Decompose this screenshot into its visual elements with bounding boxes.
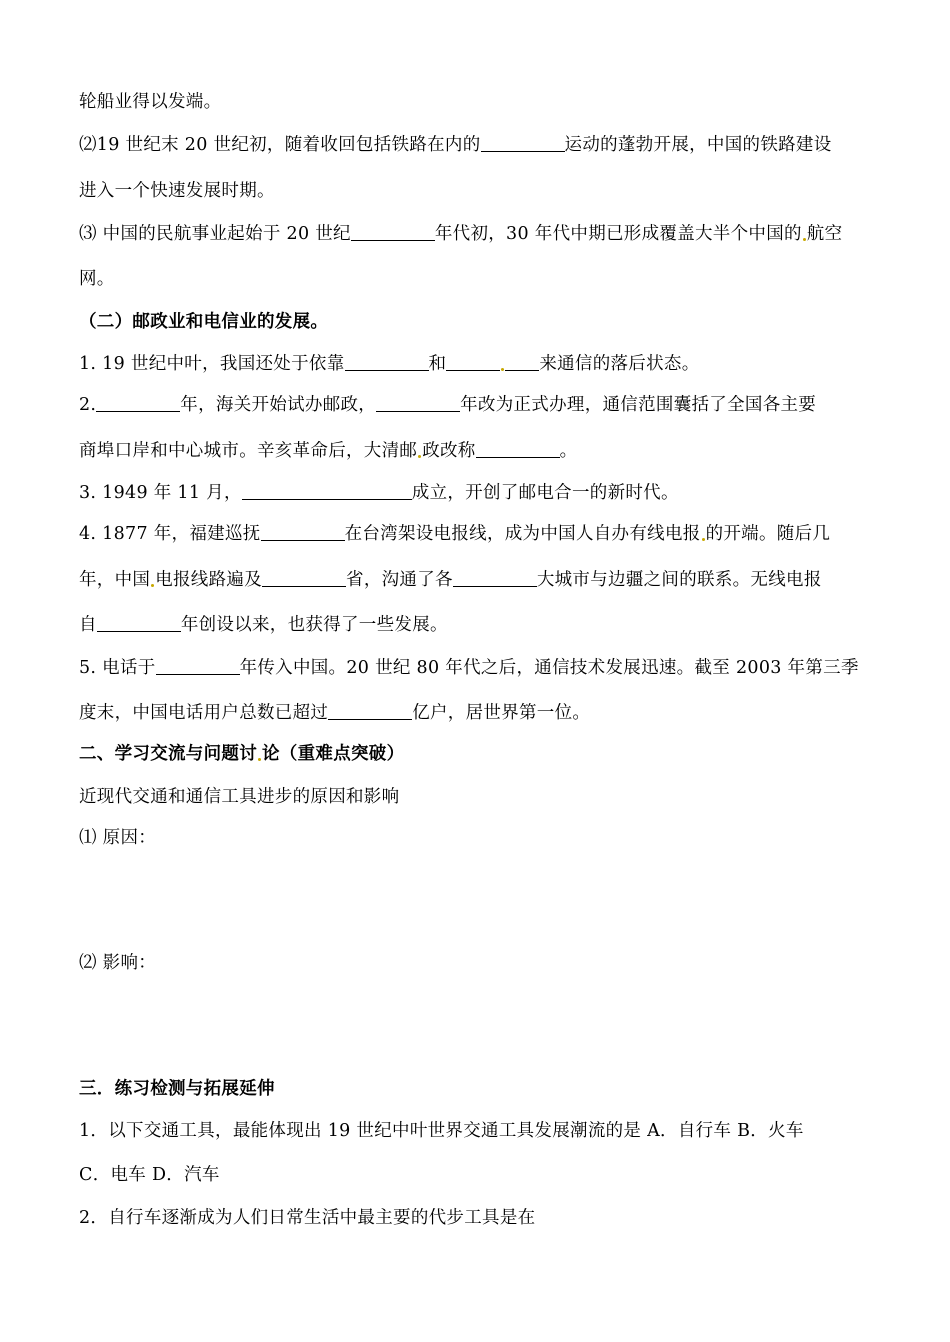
text-fragment: 1．以下交通工具，最能体现出 19 世纪中叶世界交通工具发展潮流的是 A．自行车 B．火车 — [79, 1121, 804, 1141]
text-line — [79, 133, 879, 157]
heading-text: 三．练习检测与拓展延伸 — [79, 1079, 275, 1099]
question-2 — [79, 393, 879, 417]
text-fragment: 年创设以来，也获得了一些发展。 — [180, 615, 448, 635]
text-line — [79, 701, 879, 725]
heading-text: （二）邮政业和电信业的发展。 — [79, 312, 329, 332]
text-fragment: 4. 1877 年，福建巡抚 — [79, 524, 261, 544]
marker-dot-icon — [501, 368, 504, 371]
fill-blank[interactable] — [476, 439, 560, 458]
text-fragment: 2．自行车逐渐成为人们日常生活中最主要的代步工具是在 — [79, 1208, 536, 1228]
text-fragment: 5. 电话于 — [79, 658, 156, 678]
text-line — [79, 90, 879, 114]
text-line — [79, 439, 879, 463]
section-heading — [79, 310, 879, 334]
text-fragment: 网。 — [79, 269, 115, 289]
fill-blank[interactable] — [156, 656, 240, 675]
text-fragment: 年，中国 — [79, 570, 151, 590]
fill-blank[interactable] — [345, 352, 429, 371]
text-fragment: 度末，中国电话用户总数已超过 — [79, 703, 329, 723]
text-line — [79, 267, 879, 291]
marker-dot-icon — [151, 584, 154, 587]
text-fragment: 年，海关开始试办邮政， — [180, 395, 377, 415]
text-fragment: 1. 19 世纪中叶，我国还处于依靠 — [79, 354, 345, 374]
text-line — [79, 1163, 879, 1187]
marker-dot-icon — [418, 455, 421, 458]
text-fragment: 亿户，居世界第一位。 — [412, 703, 591, 723]
text-line — [79, 179, 879, 203]
text-fragment: 电报线路遍及 — [155, 570, 263, 590]
question-3 — [79, 481, 879, 505]
text-fragment: ⑴ 原因： — [79, 828, 157, 848]
text-fragment: 近现代交通和通信工具进步的原因和影响 — [79, 787, 400, 807]
text-fragment: C．电车 D．汽车 — [79, 1165, 220, 1185]
fill-blank[interactable] — [328, 701, 412, 720]
text-fragment: 进入一个快速发展时期。 — [79, 181, 275, 201]
text-fragment: 商埠口岸和中心城市。辛亥革命后，大清邮 — [79, 441, 418, 461]
text-fragment: 年改为正式办理，通信范围囊括了全国各主要 — [460, 395, 817, 415]
exercise-1 — [79, 1119, 879, 1143]
text-fragment: 运动的蓬勃开展，中国的铁路建设 — [564, 135, 832, 155]
text-fragment: 省，沟通了各 — [346, 570, 453, 590]
text-fragment: 大城市与边疆之间的联系。无线电报 — [536, 570, 822, 590]
text-fragment: 。 — [559, 441, 578, 461]
text-fragment: 2. — [79, 395, 97, 415]
section-heading — [79, 1077, 879, 1101]
text-fragment: 来通信的落后状态。 — [539, 354, 700, 374]
text-fragment: 成立，开创了邮电合一的新时代。 — [411, 483, 679, 503]
fill-blank[interactable] — [96, 393, 180, 412]
fill-blank[interactable] — [351, 222, 435, 241]
text-fragment: 和 — [428, 354, 447, 374]
question-1 — [79, 352, 879, 376]
heading-text: 论（重难点突破） — [262, 744, 405, 764]
answer-label-cause — [79, 826, 879, 850]
text-line — [79, 613, 879, 637]
fill-blank[interactable] — [262, 568, 346, 587]
text-fragment: 轮船业得以发端。 — [79, 92, 222, 112]
text-fragment: ⑵ 影响： — [79, 953, 157, 973]
text-fragment: 的开端。随后几 — [705, 524, 831, 544]
text-fragment: ⑶ 中国的民航事业起始于 20 世纪 — [79, 224, 351, 244]
question-4 — [79, 522, 879, 546]
fill-blank[interactable] — [242, 481, 412, 500]
exercise-2 — [79, 1206, 879, 1230]
marker-dot-icon — [702, 538, 705, 541]
text-fragment: ⑵19 世纪末 20 世纪初，随着收回包括铁路在内的 — [79, 135, 481, 155]
fill-blank[interactable] — [97, 613, 181, 632]
text-fragment: 年代初，30 年代中期已形成覆盖大半个中国的 — [434, 224, 802, 244]
text-line — [79, 222, 879, 246]
fill-blank[interactable] — [505, 352, 539, 371]
text-fragment: 3. 1949 年 11 月， — [79, 483, 242, 503]
text-line — [79, 785, 879, 809]
marker-dot-icon — [258, 758, 261, 761]
text-fragment: 航空 — [806, 224, 843, 244]
text-fragment: 政改称 — [422, 441, 476, 461]
fill-blank[interactable] — [446, 352, 500, 371]
fill-blank[interactable] — [481, 133, 565, 152]
fill-blank[interactable] — [376, 393, 460, 412]
text-fragment: 在台湾架设电报线，成为中国人自办有线电报 — [344, 524, 701, 544]
section-heading — [79, 742, 879, 766]
fill-blank[interactable] — [453, 568, 537, 587]
text-fragment: 年传入中国。20 世纪 80 年代之后，通信技术发展迅速。截至 2003 年第三季 — [239, 658, 859, 678]
question-5 — [79, 656, 879, 680]
answer-label-impact — [79, 951, 879, 975]
text-line — [79, 568, 879, 592]
fill-blank[interactable] — [261, 522, 345, 541]
marker-dot-icon — [803, 238, 806, 241]
text-fragment: 自 — [79, 615, 97, 635]
heading-text: 二、学习交流与问题讨 — [79, 744, 257, 764]
